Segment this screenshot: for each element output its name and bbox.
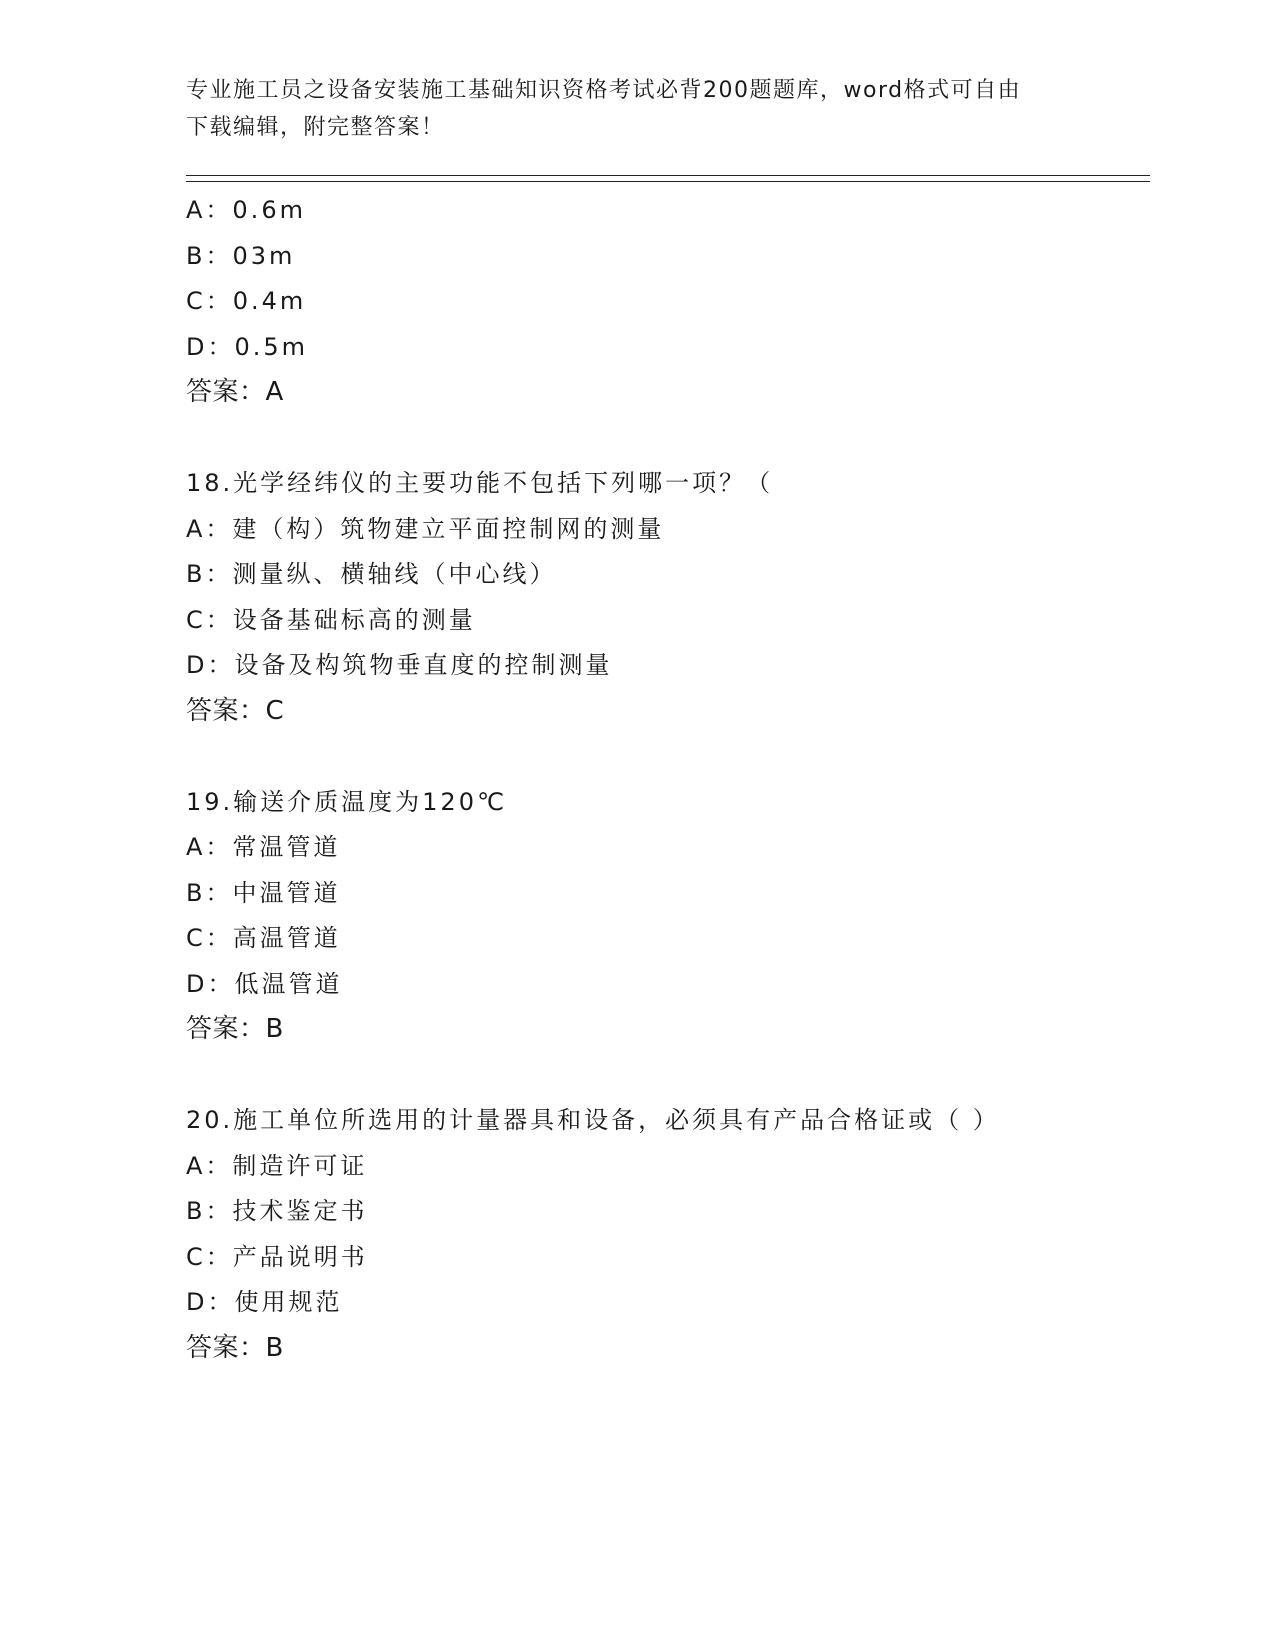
answer-line: 答案：B (186, 1332, 284, 1363)
answer-line: 答案：A (186, 377, 284, 407)
option-b: B：03m (186, 241, 296, 270)
option-c: C：高温管道 (186, 924, 341, 952)
option-c: C：设备基础标高的测量 (186, 605, 476, 634)
spacer (186, 1053, 1150, 1099)
header-divider-top (186, 175, 1150, 176)
question-18-block (186, 461, 1150, 734)
question-list (186, 188, 1150, 1371)
header-divider-bottom (186, 181, 1150, 182)
question-17-block (186, 188, 1150, 416)
option-a: A：制造许可证 (186, 1151, 368, 1180)
option-a: A：常温管道 (186, 833, 341, 861)
option-c: C：0.4m (186, 287, 307, 315)
option-d: D：低温管道 (186, 969, 343, 998)
question-19-block (186, 780, 1150, 1053)
answer-line: 答案：C (186, 695, 285, 726)
option-b: B：测量纵、横轴线（中心线） (186, 560, 557, 588)
question-text: 20.施工单位所选用的计量器具和设备，必须具有产品合格证或（ ） (186, 1106, 1000, 1134)
option-b: B：技术鉴定书 (186, 1197, 368, 1225)
option-b: B：中温管道 (186, 878, 341, 907)
option-c: C：产品说明书 (186, 1242, 368, 1271)
option-d: D：使用规范 (186, 1288, 343, 1316)
option-a: A：建（构）筑物建立平面控制网的测量 (186, 514, 665, 543)
answer-line: 答案：B (186, 1014, 284, 1044)
question-20-block (186, 1098, 1150, 1371)
question-text: 19.输送介质温度为120℃ (186, 787, 507, 816)
option-a: A：0.6m (186, 196, 306, 224)
header-title-line-2: 下载编辑，附完整答案！ (186, 115, 445, 140)
header-title-line-1: 专业施工员之设备安装施工基础知识资格考试必背200题题库，word格式可自由 (186, 78, 1022, 103)
spacer (186, 734, 1150, 780)
spacer (186, 416, 1150, 462)
option-d: D：0.5m (186, 332, 309, 361)
document-header (186, 72, 1086, 146)
option-d: D：设备及构筑物垂直度的控制测量 (186, 651, 613, 679)
question-text: 18.光学经纬仪的主要功能不包括下列哪一项？（ (186, 469, 774, 497)
